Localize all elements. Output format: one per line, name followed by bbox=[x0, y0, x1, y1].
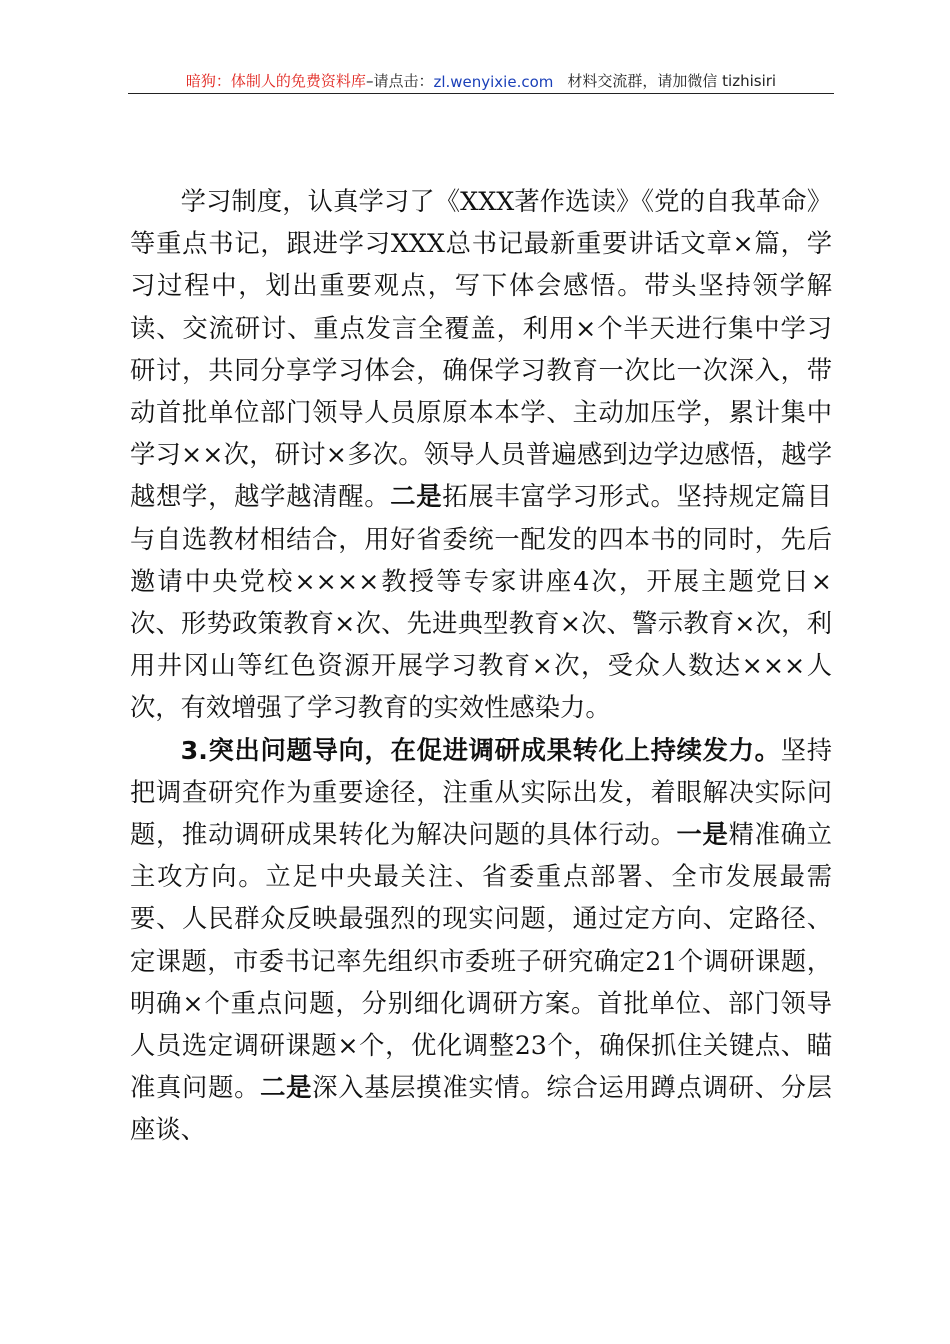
header-group-note: 材料交流群，请加微信 tizhisiri bbox=[567, 72, 777, 90]
segment-bold-heading: 一是 bbox=[676, 820, 729, 850]
segment-bold-heading: 二是 bbox=[260, 1073, 313, 1103]
document-body bbox=[130, 181, 832, 1152]
header-url-link[interactable]: zl.wenyixie.com bbox=[433, 73, 554, 91]
paragraph-study-system bbox=[130, 181, 832, 730]
page-header bbox=[128, 68, 834, 94]
segment: 学习制度，认真学习了《XXX著作选读》《党的自我革命》等重点书记，跟进学习XXX总书记最新重要讲话文章×篇，学习过程中，划出重要观点，写下体会感悟。带头坚持领学解读、交流研讨、重点发言全覆盖，利用×个半天进行集中学习研讨，共同分享学习体会，确保学习教育一次比一次深入，带动首批单位部门领导人员原原本本学、主动加压学，累计集中学习××次，研讨×多次。领导人员普遍感到边学边感悟，越学越想学，越学越清醒。 bbox=[130, 187, 832, 512]
header-click-prompt: –请点击： bbox=[365, 72, 434, 90]
paragraph-problem-orientation bbox=[130, 730, 832, 1152]
segment-bold-heading: 3.突出问题导向，在促进调研成果转化上持续发力。 bbox=[180, 735, 781, 765]
segment: 拓展丰富学习形式。坚持规定篇目与自选教材相结合，用好省委统一配发的四本书的同时，先后邀请中央党校××××教授等专家讲座4次，开展主题党日×次、形势政策教育×次、先进典型教育×次、警示教育×次，利用井冈山等红色资源开展学习教育×次，受众人数达×××人次，有效增强了学习教育的实效性感染力。 bbox=[130, 482, 832, 723]
header-site-name: 暗狗：体制人的免费资料库 bbox=[185, 72, 366, 90]
segment: 坚持把调查研究作为重要途径，注重从实际出发，着眼解决实际问题，推动调研成果转化为解决问题的具体行动。 bbox=[130, 735, 832, 850]
segment-bold-heading: 二是 bbox=[390, 482, 443, 512]
segment: 精准确立主攻方向。立足中央最关注、省委重点部署、全市发展最需要、人民群众反映最强烈的现实问题，通过定方向、定路径、定课题，市委书记率先组织市委班子研究确定21个调研课题，明确×个重点问题，分别细化调研方案。首批单位、部门领导人员选定调研课题×个，优化调整23个，确保抓住关键点、瞄准真问题。 bbox=[130, 820, 832, 1103]
segment: 深入基层摸准实情。综合运用蹲点调研、分层座谈、 bbox=[130, 1073, 832, 1145]
